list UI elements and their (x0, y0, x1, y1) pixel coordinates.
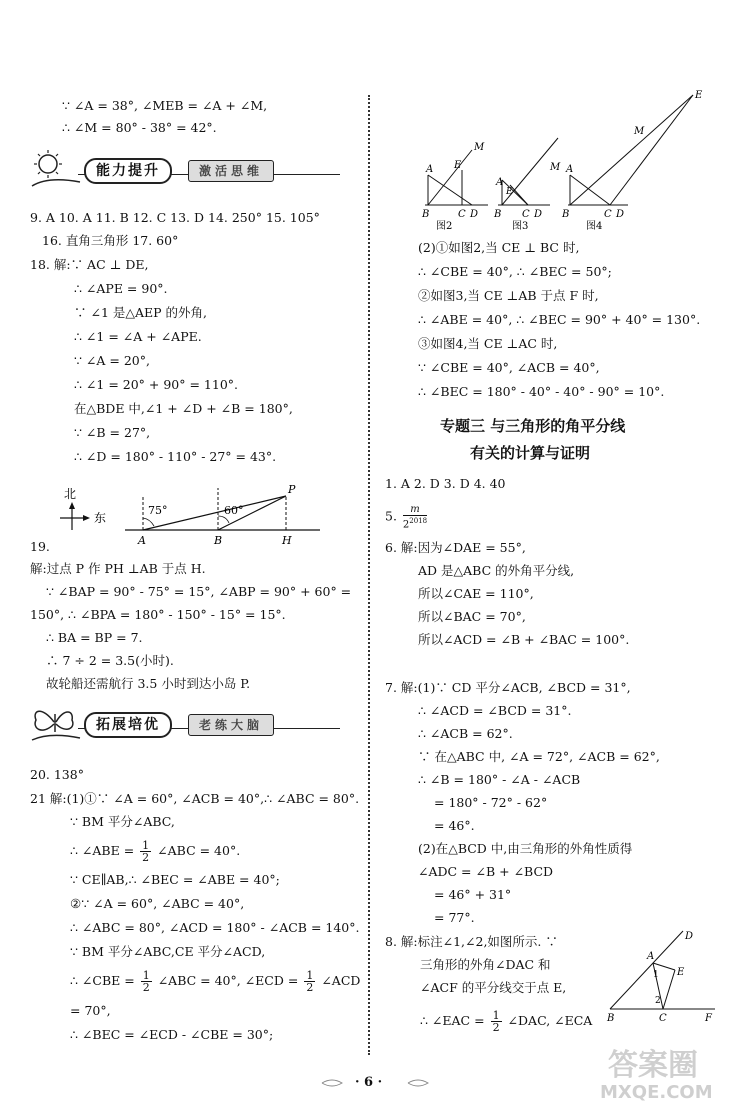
watermark-url: MXQE.COM (600, 1082, 713, 1103)
answers-1-4: 1. A 2. D 3. D 4. 40 (385, 476, 506, 491)
q18-line: ∴ ∠1 = 20° + 90° = 110°. (74, 377, 239, 392)
angle-60: 60° (224, 504, 244, 517)
section-title-line2: 有关的计算与证明 (470, 444, 591, 462)
q6-line: 6. 解:因为∠DAE = 55°, (385, 540, 526, 555)
svg-text:F: F (705, 1013, 712, 1023)
q6-line: 所以∠ACD = ∠B + ∠BAC = 100°. (418, 632, 630, 647)
q21-line: ∵ CE∥AB,∴ ∠BEC = ∠ABE = 40°; (70, 872, 280, 887)
q8-line: 三角形的外角∠DAC 和 (420, 957, 551, 972)
q21-figures-2-4 (410, 90, 720, 230)
q6-line: 所以∠BAC = 70°, (418, 609, 526, 624)
q19-line: 150°, ∴ ∠BPA = 180° - 150° - 15° = 15°. (30, 607, 286, 622)
q7-line: = 46°. (434, 818, 475, 833)
q21-line: ∴ ∠ABC = 80°, ∠ACD = 180° - ∠ACB = 140°. (70, 920, 360, 935)
q7-line: ∴ ∠ACB = 62°. (418, 726, 513, 741)
q21-2-line: (2)①如图2,当 CE ⊥ BC 时, (418, 240, 580, 255)
angle-75: 75° (148, 504, 168, 517)
svg-text:D: D (534, 209, 543, 220)
q21-2-line: ∴ ∠BEC = 180° - 40° - 40° - 90° = 10°. (418, 384, 665, 399)
q8-line: ∠ACF 的平分线交于点 E, (420, 980, 567, 995)
q7-line: ∴ ∠B = 180° - ∠A - ∠ACB (418, 772, 581, 787)
q18-line: ∵ ∠B = 27°, (74, 425, 151, 440)
column-divider (368, 95, 370, 1055)
banner-extension (28, 702, 348, 742)
q19-line: ∴ BA = BP = 7. (46, 630, 143, 645)
svg-text:M: M (474, 142, 485, 153)
answers-16-17: 16. 直角三角形 17. 60° (42, 233, 179, 248)
q18-line: ∵ ∠A = 20°, (74, 353, 150, 368)
q21-line: ∴ ∠BEC = ∠ECD - ∠CBE = 30°; (70, 1027, 274, 1042)
banner-title: 能力提升 (84, 158, 172, 184)
banner-subtitle: 老练大脑 (188, 714, 274, 736)
q18-line: ∵ ∠1 是△AEP 的外角, (74, 305, 207, 320)
q7-line: = 46° + 31° (434, 887, 512, 902)
q21-line-half: ∴ ∠ABE = $\frac{1}{2}$ ∠ABC = 40°. (70, 839, 241, 864)
east-label: 东 (94, 511, 107, 525)
answers-9-15: 9. A 10. A 11. B 12. C 13. D 14. 250° 15. 105° (30, 210, 320, 225)
q21-2-line: ∵ ∠CBE = 40°, ∠ACB = 40°, (418, 360, 600, 375)
answer-5: 5. $\frac{m}{2^{2018}}$ (385, 504, 428, 531)
svg-text:A: A (647, 951, 655, 962)
q19-line: ∴ 7 ÷ 2 = 3.5(小时). (46, 653, 174, 668)
svg-text:A: A (496, 177, 504, 188)
q19-line: ∵ ∠BAP = 90° - 75° = 15°, ∠ABP = 90° + 60° = (46, 584, 352, 599)
figure-3 (493, 138, 561, 230)
q19-line: 故轮船还需航行 3.5 小时到达小岛 P. (46, 676, 251, 691)
svg-text:1: 1 (653, 970, 659, 980)
q20-answer: 20. 138° (30, 767, 84, 782)
q21-line: 21 解:(1)①∵ ∠A = 60°, ∠ACB = 40°,∴ ∠ABC = 80°. (30, 791, 360, 806)
point-H: H (282, 534, 292, 547)
q6-line: AD 是△ABC 的外角平分线, (418, 563, 575, 578)
q7-line: ∠ADC = ∠B + ∠BCD (418, 864, 554, 879)
svg-text:C: C (522, 209, 530, 220)
svg-text:2: 2 (655, 996, 661, 1006)
svg-text:A: A (426, 164, 434, 175)
q7-line: = 180° - 72° - 62° (434, 795, 548, 810)
svg-text:E: E (454, 160, 462, 171)
q21-line: ∵ BM 平分∠ABC,CE 平分∠ACD, (70, 944, 266, 959)
point-A: A (138, 534, 146, 547)
svg-text:C: C (458, 209, 466, 220)
q18-line: ∴ ∠D = 180° - 110° - 27° = 43°. (74, 449, 277, 464)
q6-line: 所以∠CAE = 110°, (418, 586, 534, 601)
q19-figure (30, 478, 330, 550)
north-label: 北 (64, 487, 77, 501)
q7-line: (2)在△BCD 中,由三角形的外角性质得 (418, 841, 633, 856)
svg-text:D: D (616, 209, 625, 220)
figure-4-label: 图4 (586, 221, 603, 230)
section-title-line1: 专题三 与三角形的角平分线 (440, 417, 626, 435)
fraction-half: $\frac{1}{2}$ (306, 969, 314, 994)
q21-2-line: ②如图3,当 CE ⊥AB 于点 F 时, (418, 288, 599, 303)
q8-line: 8. 解:标注∠1,∠2,如图所示. ∵ (385, 934, 558, 949)
figure-2-label: 图2 (436, 221, 453, 230)
q8-figure (605, 925, 725, 1023)
q21-line-fractions: ∴ ∠CBE = $\frac{1}{2}$ ∠ABC = 40°, ∠ECD = $\frac{1}{2}$ ∠ACD (70, 969, 361, 994)
q21-2-line: ③如图4,当 CE ⊥AC 时, (418, 336, 558, 351)
svg-text:E: E (677, 967, 685, 978)
q8-line-fraction: ∴ ∠EAC = $\frac{1}{2}$ ∠DAC, ∠ECA (420, 1009, 593, 1034)
sun-icon (28, 148, 84, 188)
q21-line: = 70°, (70, 1003, 111, 1018)
svg-text:A: A (566, 164, 574, 175)
svg-text:B: B (562, 209, 570, 220)
svg-text:C: C (659, 1013, 667, 1023)
left-line-1: ∵ ∠A = 38°, ∠MEB = ∠A + ∠M, (62, 98, 268, 113)
watermark-logo: 答案圈 (608, 1048, 698, 1083)
svg-text:C: C (604, 209, 612, 220)
q18-line: 18. 解:∵ AC ⊥ DE, (30, 257, 149, 272)
figure-4 (561, 90, 703, 230)
point-P: P (288, 483, 296, 496)
svg-text:E: E (695, 90, 703, 101)
q21-2-line: ∴ ∠CBE = 40°, ∴ ∠BEC = 50°; (418, 264, 612, 279)
q18-line: ∴ ∠APE = 90°. (74, 281, 168, 296)
svg-text:B: B (422, 209, 430, 220)
fraction-half: $\frac{1}{2}$ (142, 969, 150, 994)
banner-title: 拓展培优 (84, 712, 172, 738)
butterfly-icon (28, 702, 84, 742)
q7-line: ∵ 在△ABC 中, ∠A = 72°, ∠ACB = 62°, (418, 749, 660, 764)
q7-line: 7. 解:(1)∵ CD 平分∠ACB, ∠BCD = 31°, (385, 680, 631, 695)
svg-text:E: E (506, 187, 513, 197)
q7-line: ∴ ∠ACD = ∠BCD = 31°. (418, 703, 572, 718)
q18-line: ∴ ∠1 = ∠A + ∠APE. (74, 329, 202, 344)
svg-text:M: M (550, 162, 561, 173)
q21-line: ∵ BM 平分∠ABC, (70, 814, 175, 829)
q19-number: 19. (30, 539, 50, 554)
svg-text:B: B (494, 209, 502, 220)
figure-3-label: 图3 (512, 221, 529, 230)
banner-ability (28, 148, 348, 188)
svg-text:M: M (634, 126, 645, 137)
q21-line: ②∵ ∠A = 60°, ∠ABC = 40°, (70, 896, 245, 911)
fraction-half: $\frac{1}{2}$ (492, 1009, 500, 1034)
svg-text:D: D (470, 209, 479, 220)
left-line-2: ∴ ∠M = 80° - 38° = 42°. (62, 120, 217, 135)
banner-subtitle: 激活思维 (188, 160, 274, 182)
page-number: · 6 · (355, 1075, 383, 1090)
q19-line: 解:过点 P 作 PH ⊥AB 于点 H. (30, 561, 206, 576)
q7-line: = 77°. (434, 910, 475, 925)
q21-2-line: ∴ ∠ABE = 40°, ∴ ∠BEC = 90° + 40° = 130°. (418, 312, 701, 327)
svg-text:D: D (685, 931, 694, 942)
point-B: B (214, 534, 223, 547)
svg-text:B: B (607, 1013, 615, 1023)
q18-line: 在△BDE 中,∠1 + ∠D + ∠B = 180°, (74, 401, 293, 416)
figure-2 (421, 142, 488, 230)
fraction-m-over-power: $\frac{m}{2^{2018}}$ (402, 504, 428, 531)
fraction-half: $\frac{1}{2}$ (142, 839, 150, 864)
